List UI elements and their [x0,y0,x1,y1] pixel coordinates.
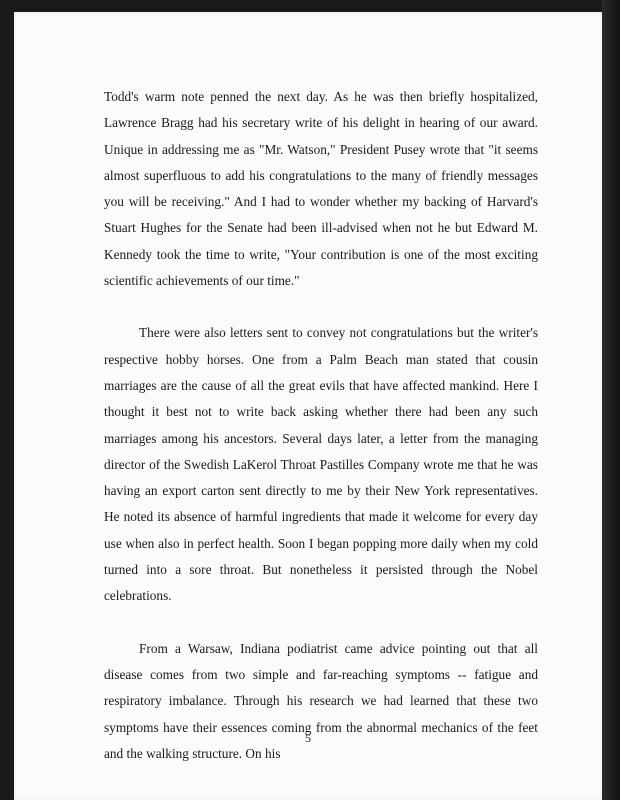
body-text [104,84,538,767]
paragraph-3: From a Warsaw, Indiana podiatrist came advice pointing out that all disease comes from two simple and far-reaching symptoms -- fatigue and respiratory imbalance. Through his research we had learned that these two symptoms have their essences coming from the abnormal mechanics of the feet and the walking structure. On his [104,640,538,761]
paper-sheet [14,12,602,800]
paragraph-2: There were also letters sent to convey not congratulations but the writer's respective hobby horses. One from a Palm Beach man stated that cousin marriages are the cause of all the great evils that have affected mankind. Here I thought it best not to write back asking whether there had been any such marriages among his ancestors. Several days later, a letter from the managing director of the Swedish LaKerol Throat Pastilles Company wrote me that he was having an export carton sent directly to me by their New York representatives. He noted its absence of harmful ingredients that made it welcome for every day use when also in perfect health. Soon I began popping more daily when my cold turned into a sore throat. But nonetheless it persisted through the Nobel celebrations. [104,325,538,604]
page-number: 5 [305,731,311,745]
paragraph-1: Todd's warm note penned the next day. As he was then briefly hospitalized, Lawrence Bragg had his secretary write of his delight in hearing of our award. Unique in addressing me as "Mr. Watson," President Pusey wrote that "it seems almost superfluous to add his congratulations to the many of friendly messages you will be receiving." And I had to wonder whether my backing of Harvard's Stuart Hughes for the Senate had been ill-advised when not he but Edward M. Kennedy took the time to write, "Your contribution is one of the most exciting scientific achievements of our time." [104,89,538,289]
scan-edge-shadow [602,0,620,800]
